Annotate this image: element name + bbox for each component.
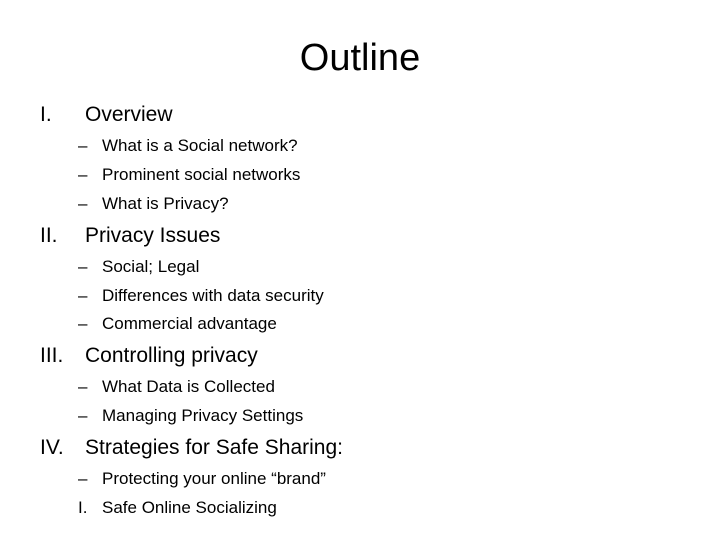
sub-item-label: Social; Legal <box>102 257 200 276</box>
sub-item-marker: – <box>78 314 88 333</box>
sub-item-label: Prominent social networks <box>102 165 301 184</box>
section-heading: Privacy Issues <box>85 224 221 247</box>
sub-item-marker: – <box>78 257 88 276</box>
sub-item-label: What Data is Collected <box>102 377 275 396</box>
sub-item-label: What is Privacy? <box>102 194 229 213</box>
section-number: I. <box>40 103 52 126</box>
sub-item-marker: – <box>78 469 88 488</box>
sub-item-marker: – <box>78 286 88 305</box>
section-heading: Controlling privacy <box>85 344 258 367</box>
sub-item-marker: – <box>78 377 88 396</box>
section-number: III. <box>40 344 64 367</box>
section-number: II. <box>40 224 58 247</box>
slide-title: Outline <box>299 37 421 79</box>
section-number: IV. <box>40 436 64 459</box>
sub-item-marker: – <box>78 165 88 184</box>
section-heading: Strategies for Safe Sharing: <box>85 436 343 459</box>
sub-item-marker: – <box>78 136 88 155</box>
sub-item-label: Commercial advantage <box>102 314 277 333</box>
sub-item-label: Differences with data security <box>102 286 324 305</box>
sub-item-label: Safe Online Socializing <box>102 498 277 517</box>
sub-item-label: Managing Privacy Settings <box>102 406 304 425</box>
sub-item-marker: I. <box>78 498 88 517</box>
sub-item-marker: – <box>78 194 88 213</box>
sub-item-label: Protecting your online “brand” <box>102 469 326 488</box>
sub-item-label: What is a Social network? <box>102 136 298 155</box>
section-heading: Overview <box>85 103 173 126</box>
sub-item-marker: – <box>78 406 88 425</box>
